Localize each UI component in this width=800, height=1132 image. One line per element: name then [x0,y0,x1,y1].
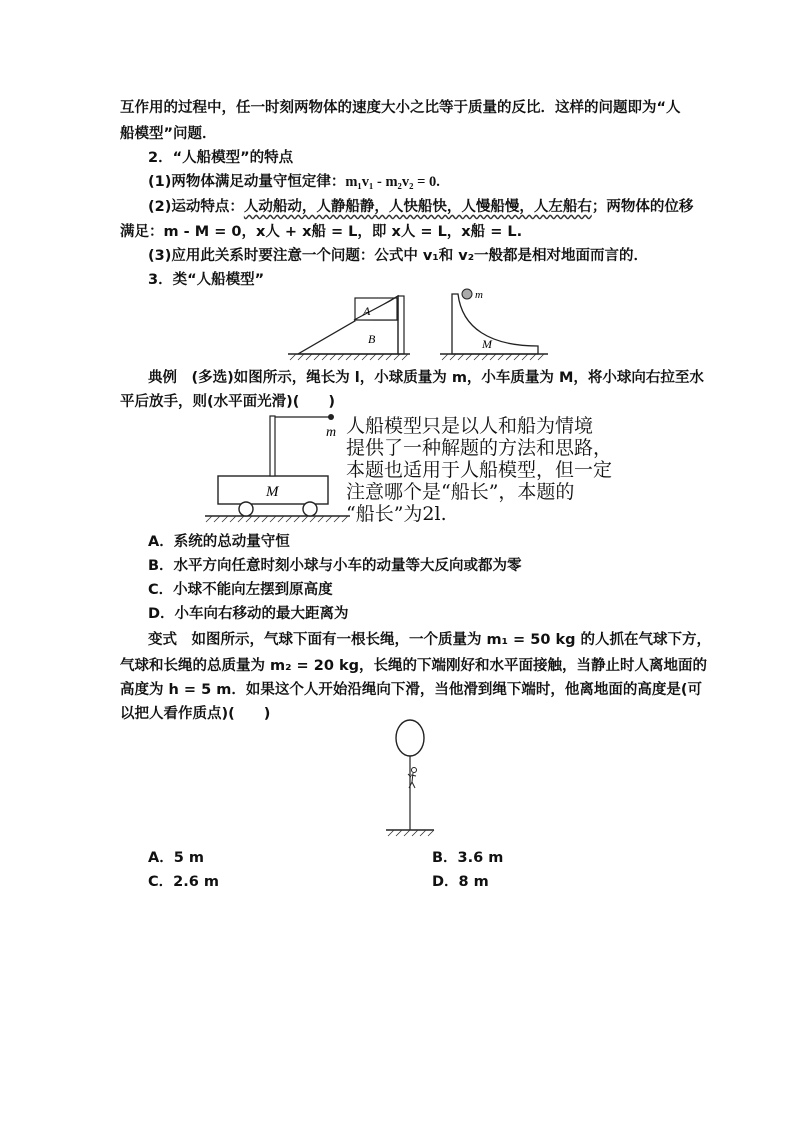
wedge-label-b: B [368,332,376,346]
variant-option-a: A．5 m [148,850,204,866]
p2-wavy-text: 人动船动，人静船静，人快船快，人慢船慢，人左船右 [243,199,592,215]
variant-line-1: 变式 如图所示，气球下面有一根长绳，一个质量为 m₁ = 50 kg 的人抓在气球下方， [148,632,712,648]
cart-label-M: M [266,484,279,500]
cart-pendulum-figure [200,410,630,526]
note-line-2: 提供了一种解题的方法和思路， [346,437,613,459]
note-line-1: 人船模型只是以人和船为情境 [346,415,594,437]
example-option-a: A．系统的总动量守恒 [148,534,290,550]
p2-suffix: ；两物体的位移 [591,199,694,215]
variant-option-c: C．2.6 m [148,874,219,890]
cart-wheel-right [303,502,317,516]
intro-line-1: 互作用的过程中，任一时刻两物体的速度大小之比等于质量的反比．这样的问题即为“人 [120,100,681,116]
example-option-b: B．水平方向任意时刻小球与小车的动量等大反向或都为零 [148,558,522,574]
track-label-M: M [482,337,492,351]
example-option-d: D．小车向右移动的最大距离为 [148,606,349,622]
section-2-p2 [148,197,693,217]
section-2-p1 [148,172,440,192]
balloon [396,720,424,756]
example-line-1: 典例 (多选)如图所示，绳长为 l，小球质量为 m，小车质量为 M，将小球向右拉至水 [148,370,704,386]
cart-wheel-left [239,502,253,516]
variant-option-d: D．8 m [432,874,489,890]
intro-line-2: 船模型”问题． [120,126,217,142]
section-2-p2-line2: 满足：m - M = 0，x人 + x船 = L，即 x人 = L，x船 = L. [120,224,523,240]
wedge-label-a: A [363,304,371,318]
p1-prefix: (1)两物体满足动量守恒定律： [148,174,346,190]
curved-track-figure [440,289,548,360]
variant-line-4: 以把人看作质点)( ) [120,706,271,722]
cart-pole [270,416,275,476]
similar-model-figures [280,288,550,363]
example-line-2: 平后放手，则(水平面光滑)( ) [120,394,336,410]
section-2-heading: 2．“人船模型”的特点 [148,150,294,166]
pendulum-ball [328,414,334,420]
wedge-figure [288,296,410,360]
variant-line-3: 高度为 h = 5 m．如果这个人开始沿绳向下滑，当他滑到绳下端时，他离地面的高度是(可 [120,682,702,698]
person-on-rope [408,768,417,789]
example-option-c: C．小球不能向左摆到原高度 [148,582,333,598]
ball-label-m: m [326,425,337,440]
variant-line-2: 气球和长绳的总质量为 m₂ = 20 kg，长绳的下端刚好和水平面接触，当静止时人离地面的 [120,658,707,674]
p1-formula: m₁v₁ - m₂v₂ = 0. [345,174,440,190]
note-line-3: 本题也适用于人船模型，但一定 [346,459,613,481]
balloon-figure [380,718,440,842]
note-line-4: 注意哪个是“船长”，本题的 [346,481,575,503]
note-line-5: “船长”为2l. [346,503,447,525]
section-3-heading: 3．类“人船模型” [148,272,265,288]
track-label-m: m [475,289,483,301]
p2-prefix: (2)运动特点： [148,199,244,215]
variant-option-b: B．3.6 m [432,850,504,866]
section-2-p3: (3)应用此关系时要注意一个问题：公式中 v₁和 v₂一般都是相对地面而言的． [148,248,649,264]
